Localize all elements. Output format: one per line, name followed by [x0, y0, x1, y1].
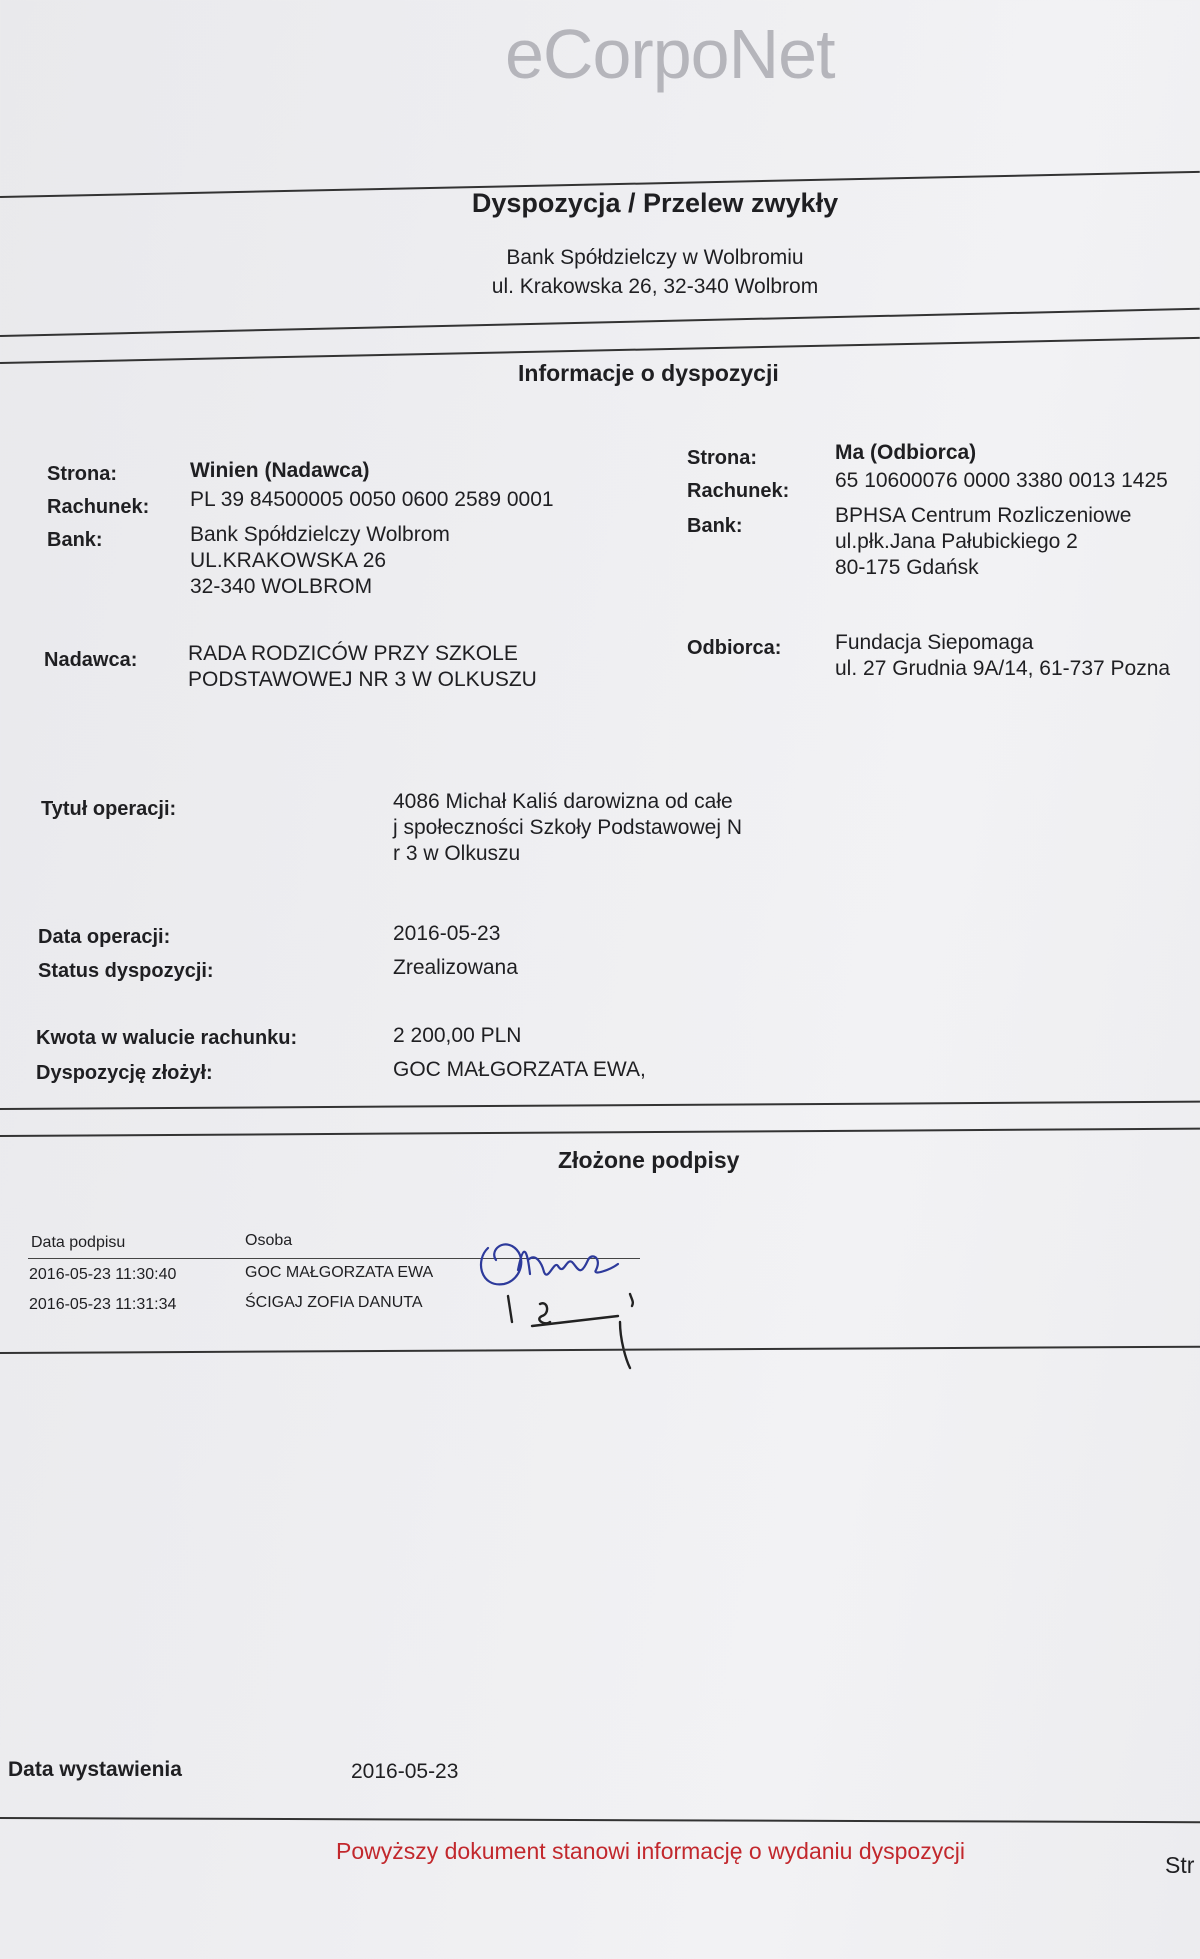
operation-date-label: Data operacji:: [38, 926, 171, 948]
left-bank-label: Bank:: [47, 529, 103, 551]
left-bank-line: Bank Spółdzielczy Wolbrom: [190, 523, 450, 546]
status-label: Status dyspozycji:: [38, 960, 214, 982]
handwritten-signatures: [470, 1230, 660, 1380]
right-bank-label: Bank:: [687, 515, 743, 537]
left-bank-line: UL.KRAKOWSKA 26: [190, 549, 387, 572]
left-bank-address: [190, 522, 450, 600]
signatures-top-rule: [0, 1128, 1200, 1137]
operation-title-label: Tytuł operacji:: [41, 798, 177, 820]
signature-person-header: Osoba: [245, 1232, 293, 1249]
right-bank-line: 80-175 Gdańsk: [835, 556, 979, 579]
brand-logo: eCorpoNet: [505, 15, 835, 93]
right-bank-line: ul.płk.Jana Pałubickiego 2: [835, 530, 1078, 553]
footer-rule: [0, 1817, 1200, 1823]
operation-title-line: 4086 Michał Kaliś darowizna od całe: [393, 790, 733, 813]
left-strona-value: Winien (Nadawca): [190, 459, 370, 482]
right-rachunek-label: Rachunek:: [687, 480, 790, 502]
signature-row-person: GOC MAŁGORZATA EWA: [245, 1264, 434, 1281]
left-bank-line: 32-340 WOLBROM: [190, 575, 373, 598]
submitted-by-label: Dyspozycję złożył:: [36, 1062, 213, 1084]
signature-row-date: 2016-05-23 11:30:40: [29, 1266, 177, 1283]
sender-line: RADA RODZICÓW PRZY SZKOLE: [188, 642, 518, 665]
page-indicator: Str: [1165, 1852, 1195, 1878]
status-value: Zrealizowana: [393, 956, 518, 979]
signature-black: [508, 1294, 633, 1368]
left-strona-label: Strona:: [47, 463, 117, 485]
header-bottom-rule: [0, 308, 1200, 337]
left-rachunek-value: PL 39 84500005 0050 0600 2589 0001: [190, 488, 554, 511]
right-rachunek-value: 65 10600076 0000 3380 0013 1425: [835, 469, 1168, 492]
recipient-label: Odbiorca:: [687, 637, 782, 659]
signatures-section-title: Złożone podpisy: [558, 1147, 740, 1173]
left-rachunek-label: Rachunek:: [47, 496, 150, 518]
operation-date-value: 2016-05-23: [393, 922, 501, 945]
sender-label: Nadawca:: [44, 649, 138, 671]
operation-title-line: r 3 w Olkuszu: [393, 842, 521, 865]
recipient-line: ul. 27 Grudnia 9A/14, 61-737 Pozna: [835, 657, 1171, 680]
amount-label: Kwota w walucie rachunku:: [36, 1027, 298, 1049]
signature-row-date: 2016-05-23 11:31:34: [29, 1296, 177, 1313]
amount-value: 2 200,00 PLN: [393, 1024, 522, 1047]
right-bank-line: BPHSA Centrum Rozliczeniowe: [835, 504, 1132, 527]
recipient-line: Fundacja Siepomaga: [835, 631, 1034, 654]
issue-date-label: Data wystawienia: [8, 1758, 182, 1781]
sender-line: PODSTAWOWEJ NR 3 W OLKUSZU: [188, 668, 537, 691]
right-bank-address: [835, 503, 1131, 581]
signature-blue: [481, 1244, 618, 1284]
signature-date-header: Data podpisu: [31, 1234, 126, 1251]
footer-notice: Powyższy dokument stanowi informację o wydaniu dyspozycji: [336, 1838, 965, 1864]
operation-title-line: j społeczności Szkoły Podstawowej N: [393, 816, 742, 839]
document-title: Dyspozycja / Przelew zwykły: [471, 188, 839, 218]
info-section-title: Informacje o dyspozycji: [518, 360, 779, 386]
recipient-name: [835, 630, 1170, 682]
submitted-by-value: GOC MAŁGORZATA EWA,: [393, 1058, 646, 1081]
issue-date-value: 2016-05-23: [351, 1760, 459, 1783]
operation-title-value: [393, 789, 742, 867]
signature-row-person: ŚCIGAJ ZOFIA DANUTA: [245, 1294, 423, 1311]
right-strona-label: Strona:: [687, 447, 757, 469]
bank-address: ul. Krakowska 26, 32-340 Wolbrom: [491, 275, 819, 298]
right-strona-value: Ma (Odbiorca): [835, 441, 977, 464]
info-bottom-rule: [0, 1101, 1200, 1110]
sender-name: [188, 641, 537, 693]
bank-name: Bank Spółdzielczy w Wolbromiu: [506, 246, 804, 269]
